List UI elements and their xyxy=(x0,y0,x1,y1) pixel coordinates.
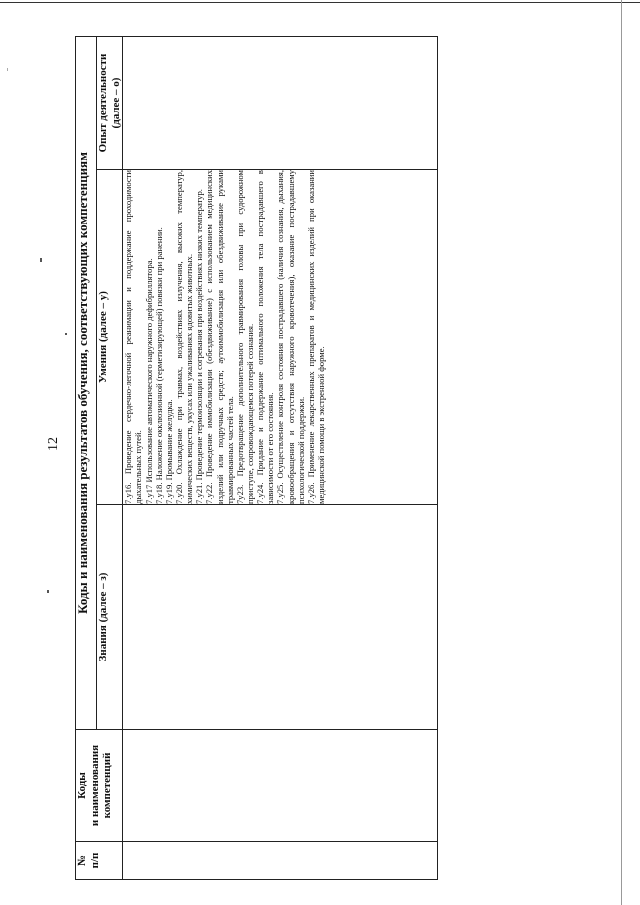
skill-item: 7у23. Предотвращение дополнительного травмирования головы при судорожном приступе, сопровождающемся потерей сознания. xyxy=(234,170,255,504)
skill-item: 7.у20. Охлаждение при травмах, воздействиях излучения, высоких температур, химических веществ, укусах или ужаливаниях ядовитых животных. xyxy=(173,170,195,504)
scan-speck xyxy=(65,333,67,335)
skill-item: 7.у19. Промывание желудка. xyxy=(163,399,174,504)
cell-experience xyxy=(123,36,438,169)
cell-knowledge xyxy=(123,505,438,730)
skill-item: 7.у25. Осуществление контроля состояния пострадавшего (наличия сознания, дыхания, кровообращения и отсутствия наружного кровотечения), оказание пострадавшему психологической поддержки. xyxy=(275,170,306,504)
skill-item: 7.у16. Проведение сердечно-легочной реанимации и поддержание проходимости дыхательных путей. xyxy=(123,170,144,504)
scan-edge-line-right xyxy=(621,0,622,905)
column-header-experience xyxy=(97,36,123,169)
scan-edge-line-top xyxy=(0,2,640,3)
scan-speck xyxy=(47,590,49,593)
competency-table xyxy=(75,36,438,880)
cell-codes xyxy=(123,730,438,842)
column-header-skills: Умения (далее – у) xyxy=(97,170,123,505)
column-header-number xyxy=(76,842,123,880)
skill-item: 7.у18. Наложение окклюзионной (герметизирующей) повязки при ранении. xyxy=(153,227,164,504)
cell-number xyxy=(123,842,438,880)
skill-item: 7.у24. Придание и поддержание оптимального положения тела пострадавшего в зависимости от его состояния. xyxy=(255,170,276,504)
page-number: 12 xyxy=(46,437,61,451)
skill-item: 7.у21. Проведение термоизоляции и согревания при воздействиях низких температур. xyxy=(194,189,205,504)
skill-item: 7.у22. Проведение иммобилизации (обездвиживание) с использованием медицинских изделий или подручных средств; аутоиммобилизация или обездвиживание руками травмированных частей тела. xyxy=(204,170,235,504)
cell-skills xyxy=(123,170,438,505)
column-header-codes-text: Коды и наименования компетенций xyxy=(76,744,114,827)
scan-speck xyxy=(7,68,8,71)
column-group-header: Коды и наименования результатов обучения, соответствующих компетенциям xyxy=(76,36,97,729)
column-header-experience-text: Опыт деятельности (далее – о) xyxy=(97,53,122,153)
column-header-knowledge: Знания (далее – з) xyxy=(97,505,123,730)
skill-item: 7.у17 Использование автоматического наружного дефибриллятора. xyxy=(143,258,154,504)
column-header-codes xyxy=(76,730,123,842)
rotated-page-content xyxy=(75,37,438,880)
skill-item: 7.у26. Применение лекарственных препаратов и медицинских изделий при оказании медицинской помощи в экстренной форме. xyxy=(305,170,326,504)
column-header-number-text: № п/п xyxy=(76,852,101,869)
scan-speck xyxy=(40,258,42,262)
